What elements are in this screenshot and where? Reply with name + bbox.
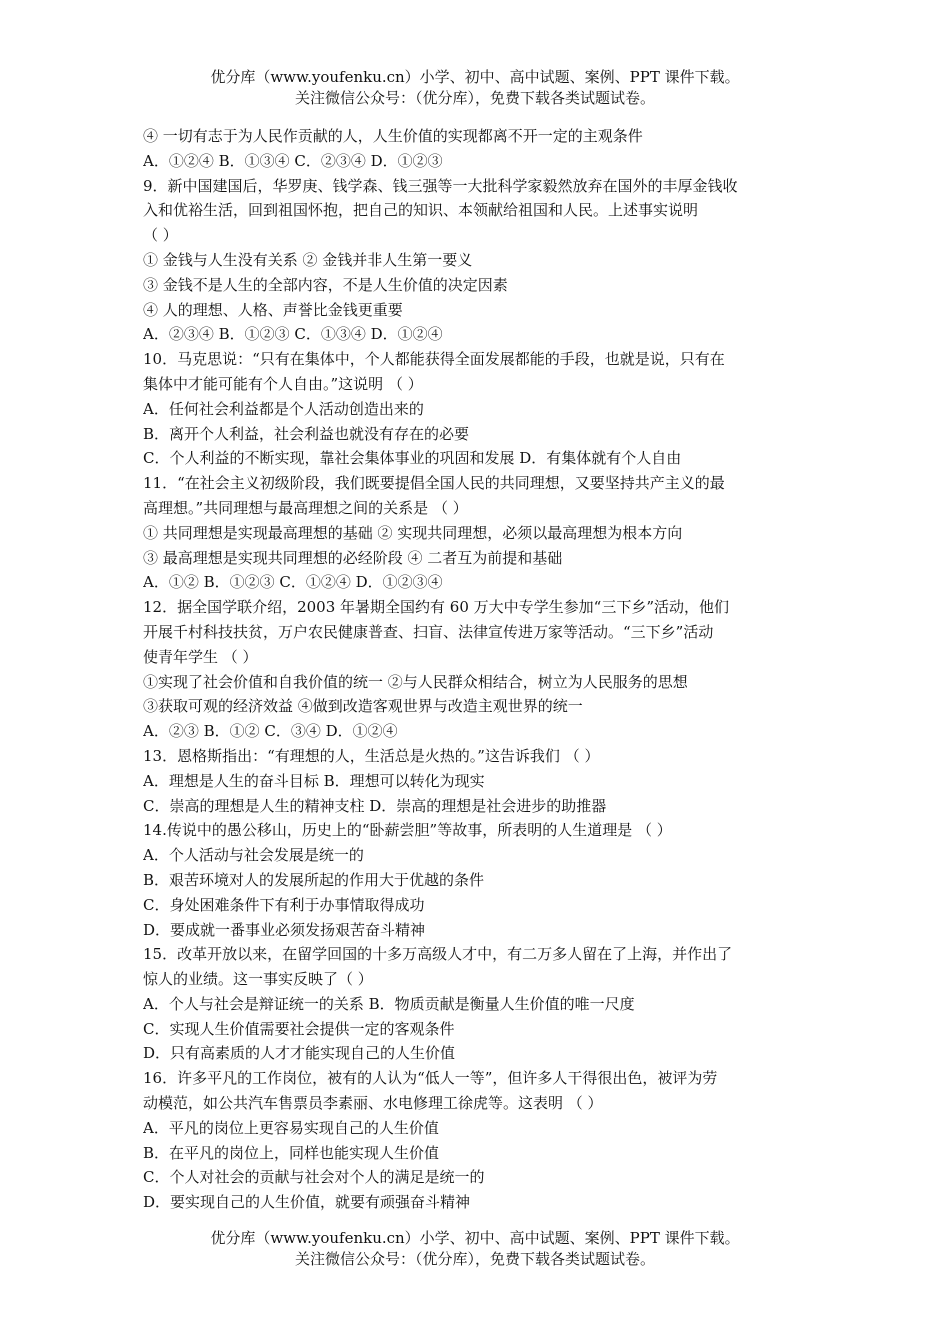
header-line-1: 优分库（www.youfenku.cn）小学、初中、高中试题、案例、PPT 课件下载。 — [210, 68, 740, 86]
text-line: 11．“在社会主义初级阶段，我们既要提倡全国人民的共同理想，又要坚持共产主义的最 — [143, 474, 725, 493]
text-line: A．②③ B．①② C．③④ D．①②④ — [143, 722, 398, 741]
page-header — [0, 67, 950, 109]
text-line: 12．据全国学联介绍，2003 年暑期全国约有 60 万大中专学生参加“三下乡”活动，他们 — [143, 598, 729, 617]
text-line: ①实现了社会价值和自我价值的统一 ②与人民群众相结合，树立为人民服务的思想 — [143, 672, 688, 691]
text-line: （ ） — [143, 226, 178, 245]
text-line: ① 金钱与人生没有关系 ② 金钱并非人生第一要义 — [143, 250, 473, 269]
text-line: 13．恩格斯指出：“有理想的人，生活总是火热的。”这告诉我们 （ ） — [143, 746, 600, 765]
text-line: A．理想是人生的奋斗目标 B．理想可以转化为现实 — [143, 771, 485, 790]
text-line: 使青年学生 （ ） — [143, 647, 258, 666]
text-line: 14.传说中的愚公移山，历史上的“卧薪尝胆”等故事，所表明的人生道理是 （ ） — [143, 821, 672, 840]
text-line: D．要实现自己的人生价值，就要有顽强奋斗精神 — [143, 1193, 471, 1212]
text-line: A．②③④ B．①②③ C．①③④ D．①②④ — [143, 325, 443, 344]
text-line: D．只有高素质的人才才能实现自己的人生价值 — [143, 1044, 456, 1063]
text-line: A．①② B．①②③ C．①②④ D．①②③④ — [143, 573, 443, 592]
text-line: A．个人与社会是辩证统一的关系 B．物质贡献是衡量人生价值的唯一尺度 — [143, 994, 635, 1013]
document-body — [143, 124, 813, 1215]
text-line: 15．改革开放以来，在留学回国的十多万高级人才中，有二万多人留在了上海，并作出了 — [143, 945, 733, 964]
text-line: C．崇高的理想是人生的精神支柱 D．崇高的理想是社会进步的助推器 — [143, 796, 607, 815]
text-line: 动模范，如公共汽车售票员李素丽、水电修理工徐虎等。这表明 （ ） — [143, 1094, 603, 1113]
text-line: 9．新中国建国后，华罗庚、钱学森、钱三强等一大批科学家毅然放弃在国外的丰厚金钱收 — [143, 176, 738, 195]
text-line: C．个人对社会的贡献与社会对个人的满足是统一的 — [143, 1168, 485, 1187]
text-line: 入和优裕生活，回到祖国怀抱，把自己的知识、本领献给祖国和人民。上述事实说明 — [143, 201, 699, 220]
text-line: C．身处困难条件下有利于办事情取得成功 — [143, 895, 425, 914]
page-footer — [0, 1228, 950, 1270]
text-line: ④ 一切有志于为人民作贡献的人，人生价值的实现都离不开一定的主观条件 — [143, 127, 643, 145]
text-line: 16．许多平凡的工作岗位，被有的人认为“低人一等”，但许多人干得很出色，被评为劳 — [143, 1069, 718, 1088]
text-line: C．个人利益的不断实现，靠社会集体事业的巩固和发展 D．有集体就有个人自由 — [143, 449, 682, 468]
text-line: A．①②④ B．①③④ C．②③④ D．①②③ — [143, 151, 443, 170]
footer-line-1: 优分库（www.youfenku.cn）小学、初中、高中试题、案例、PPT 课件下载。 — [210, 1229, 740, 1247]
text-line: C．实现人生价值需要社会提供一定的客观条件 — [143, 1019, 455, 1038]
text-line: A．平凡的岗位上更容易实现自己的人生价值 — [143, 1118, 439, 1137]
text-line: ③获取可观的经济效益 ④做到改造客观世界与改造主观世界的统一 — [143, 697, 583, 716]
text-line: 惊人的业绩。这一事实反映了（ ） — [143, 970, 373, 989]
text-line: ④ 人的理想、人格、声誉比金钱更重要 — [143, 300, 403, 319]
footer-line-2: 关注微信公众号：（优分库），免费下载各类试题试卷。 — [294, 1250, 655, 1268]
text-line: A．任何社会利益都是个人活动创造出来的 — [143, 399, 424, 418]
text-line: 集体中才能可能有个人自由。”这说明 （ ） — [143, 374, 423, 393]
text-line: D．要成就一番事业必须发扬艰苦奋斗精神 — [143, 920, 426, 939]
text-line: A．个人活动与社会发展是统一的 — [143, 846, 364, 865]
text-line: 10．马克思说：“只有在集体中，个人都能获得全面发展都能的手段，也就是说，只有在 — [143, 350, 725, 369]
text-line: B．艰苦环境对人的发展所起的作用大于优越的条件 — [143, 870, 485, 889]
text-line: 开展千村科技扶贫，万户农民健康普查、扫盲、法律宣传进万家等活动。“三下乡”活动 — [143, 622, 714, 641]
text-line: ① 共同理想是实现最高理想的基础 ② 实现共同理想，必须以最高理想为根本方向 — [143, 523, 683, 542]
text-line: 高理想。”共同理想与最高理想之间的关系是 （ ） — [143, 498, 468, 517]
text-line: ③ 金钱不是人生的全部内容，不是人生价值的决定因素 — [143, 275, 508, 294]
text-line: B．在平凡的岗位上，同样也能实现人生价值 — [143, 1143, 440, 1162]
header-line-2: 关注微信公众号：（优分库），免费下载各类试题试卷。 — [294, 89, 655, 107]
text-line: B．离开个人利益，社会利益也就没有存在的必要 — [143, 424, 470, 443]
text-line: ③ 最高理想是实现共同理想的必经阶段 ④ 二者互为前提和基础 — [143, 548, 563, 567]
